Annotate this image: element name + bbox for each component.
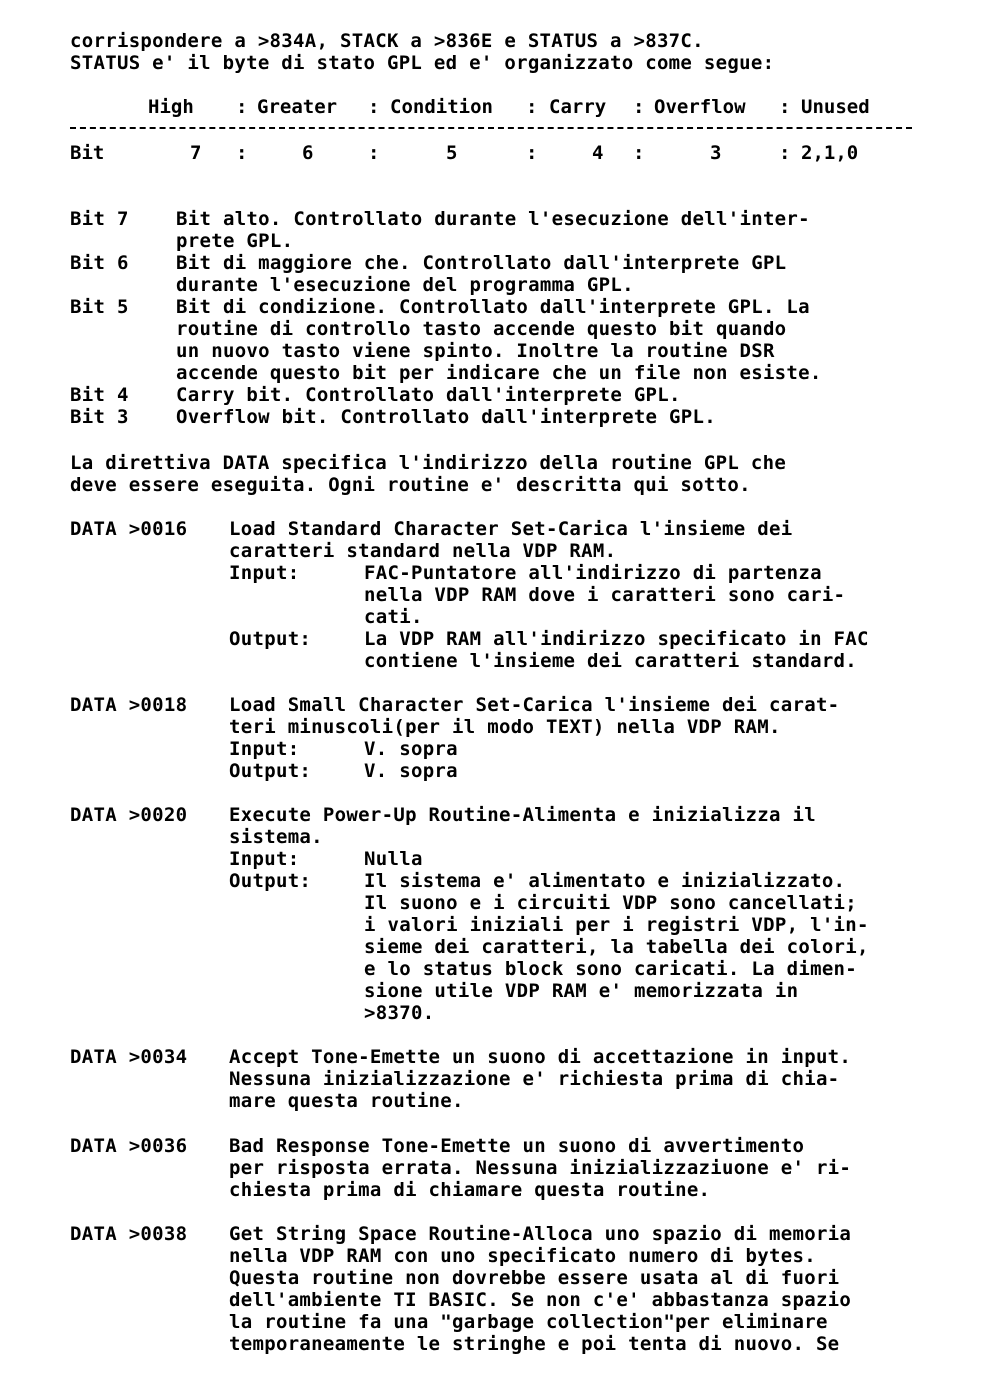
data-entry-desc: sistema. xyxy=(229,826,323,848)
table-cell-bit5: 5 xyxy=(446,142,458,164)
field-value-line: contiene l'insieme dei caratteri standard. xyxy=(364,650,858,672)
data-entry-label: DATA >0018 xyxy=(70,694,188,716)
table-divider xyxy=(70,127,912,129)
bit-desc-line: Overflow bit. Controllato dall'interprete GPL. xyxy=(176,406,716,428)
table-cell-bit6: 6 xyxy=(302,142,314,164)
table-header-high: High xyxy=(148,96,194,118)
table-cell-unused: 2,1,0 xyxy=(801,142,859,164)
data-entry-label: DATA >0016 xyxy=(70,518,188,540)
data-intro-line-1: La direttiva DATA specifica l'indirizzo della routine GPL che xyxy=(70,452,787,474)
data-entry-desc: Load Small Character Set-Carica l'insieme dei carat- xyxy=(229,694,840,716)
field-key-input: Input: xyxy=(229,848,300,870)
data-entry-desc: Nessuna inizializzazione e' richiesta prima di chia- xyxy=(229,1068,840,1090)
table-cell-sep: : xyxy=(368,142,380,164)
data-entry-desc: temporaneamente le stringhe e poi tenta di nuovo. Se xyxy=(229,1333,840,1355)
field-value-line: >8370. xyxy=(364,1002,435,1024)
bit-desc-line: durante l'esecuzione del programma GPL. xyxy=(176,274,634,296)
bit-desc-line: un nuovo tasto viene spinto. Inoltre la routine DSR xyxy=(176,340,775,362)
bit-label: Bit 5 xyxy=(70,296,129,318)
bit-desc-line: Bit di maggiore che. Controllato dall'interprete GPL xyxy=(176,252,787,274)
table-header-sep: : xyxy=(368,96,380,118)
field-key-output: Output: xyxy=(229,628,312,650)
field-value-line: Nulla xyxy=(364,848,423,870)
table-cell-bit7: 7 xyxy=(190,142,202,164)
data-intro-line-2: deve essere eseguita. Ogni routine e' descritta qui sotto. xyxy=(70,474,751,496)
table-cell-sep: : xyxy=(236,142,248,164)
field-value-line: V. sopra xyxy=(364,738,458,760)
field-key-output: Output: xyxy=(229,870,312,892)
bit-desc-line: routine di controllo tasto accende questo bit quando xyxy=(176,318,787,340)
field-value-line: sione utile VDP RAM e' memorizzata in xyxy=(364,980,799,1002)
data-entry-desc: dell'ambiente TI BASIC. Se non c'e' abbastanza spazio xyxy=(229,1289,852,1311)
table-header-unused: Unused xyxy=(801,96,870,118)
data-entry-desc: la routine fa una "garbage collection"per eliminare xyxy=(229,1311,828,1333)
data-entry-desc: caratteri standard nella VDP RAM. xyxy=(229,540,617,562)
data-entry-desc: Execute Power-Up Routine-Alimenta e inizializza il xyxy=(229,804,816,826)
table-header-greater: Greater xyxy=(257,96,338,118)
table-cell-sep: : xyxy=(779,142,791,164)
field-value-line: La VDP RAM all'indirizzo specificato in FAC xyxy=(364,628,869,650)
table-cell-bit3: 3 xyxy=(710,142,722,164)
field-value-line: cati. xyxy=(364,606,423,628)
data-entry-desc: Accept Tone-Emette un suono di accettazione in input. xyxy=(229,1046,852,1068)
field-value-line: Il sistema e' alimentato e inizializzato. xyxy=(364,870,846,892)
field-value-line: Il suono e i circuiti VDP sono cancellati; xyxy=(364,892,858,914)
data-entry-label: DATA >0034 xyxy=(70,1046,188,1068)
table-header-condition: Condition xyxy=(390,96,493,118)
data-entry-desc: Questa routine non dovrebbe essere usata al di fuori xyxy=(229,1267,840,1289)
field-value-line: e lo status block sono caricati. La dimen- xyxy=(364,958,858,980)
field-key-output: Output: xyxy=(229,760,312,782)
table-header-sep: : xyxy=(526,96,538,118)
field-key-input: Input: xyxy=(229,562,300,584)
table-header-overflow: Overflow xyxy=(654,96,746,118)
data-entry-desc: Bad Response Tone-Emette un suono di avvertimento xyxy=(229,1135,805,1157)
data-entry-desc: Get String Space Routine-Alloca uno spazio di memoria xyxy=(229,1223,852,1245)
data-entry-desc: nella VDP RAM con uno specificato numero di bytes. xyxy=(229,1245,816,1267)
field-value-line: sieme dei caratteri, la tabella dei colori, xyxy=(364,936,869,958)
field-value-line: FAC-Puntatore all'indirizzo di partenza xyxy=(364,562,822,584)
table-header-sep: : xyxy=(236,96,248,118)
table-row-label: Bit xyxy=(70,142,105,164)
data-entry-label: DATA >0038 xyxy=(70,1223,188,1245)
bit-desc-line: prete GPL. xyxy=(176,230,294,252)
field-value-line: V. sopra xyxy=(364,760,458,782)
bit-desc-line: Bit di condizione. Controllato dall'interprete GPL. La xyxy=(176,296,810,318)
data-entry-desc: per risposta errata. Nessuna inizializzaziuone e' ri- xyxy=(229,1157,852,1179)
field-value-line: i valori iniziali per i registri VDP, l'in- xyxy=(364,914,869,936)
bit-label: Bit 7 xyxy=(70,208,129,230)
field-value-line: nella VDP RAM dove i caratteri sono cari- xyxy=(364,584,846,606)
intro-line-2: STATUS e' il byte di stato GPL ed e' organizzato come segue: xyxy=(70,52,775,74)
field-key-input: Input: xyxy=(229,738,300,760)
table-header-sep: : xyxy=(633,96,645,118)
table-cell-sep: : xyxy=(633,142,645,164)
bit-label: Bit 3 xyxy=(70,406,129,428)
table-header-carry: Carry xyxy=(549,96,607,118)
bit-label: Bit 6 xyxy=(70,252,129,274)
data-entry-desc: chiesta prima di chiamare questa routine. xyxy=(229,1179,711,1201)
data-entry-desc: mare questa routine. xyxy=(229,1090,464,1112)
data-entry-desc: Load Standard Character Set-Carica l'insieme dei xyxy=(229,518,793,540)
intro-line-1: corrispondere a >834A, STACK a >836E e STATUS a >837C. xyxy=(70,30,704,52)
bit-desc-line: Carry bit. Controllato dall'interprete GPL. xyxy=(176,384,681,406)
data-entry-label: DATA >0020 xyxy=(70,804,188,826)
bit-desc-line: accende questo bit per indicare che un file non esiste. xyxy=(176,362,822,384)
bit-desc-line: Bit alto. Controllato durante l'esecuzione dell'inter- xyxy=(176,208,810,230)
data-entry-desc: teri minuscoli(per il modo TEXT) nella VDP RAM. xyxy=(229,716,781,738)
data-entry-label: DATA >0036 xyxy=(70,1135,188,1157)
table-header-sep: : xyxy=(779,96,791,118)
table-cell-bit4: 4 xyxy=(592,142,604,164)
table-cell-sep: : xyxy=(526,142,538,164)
bit-label: Bit 4 xyxy=(70,384,129,406)
